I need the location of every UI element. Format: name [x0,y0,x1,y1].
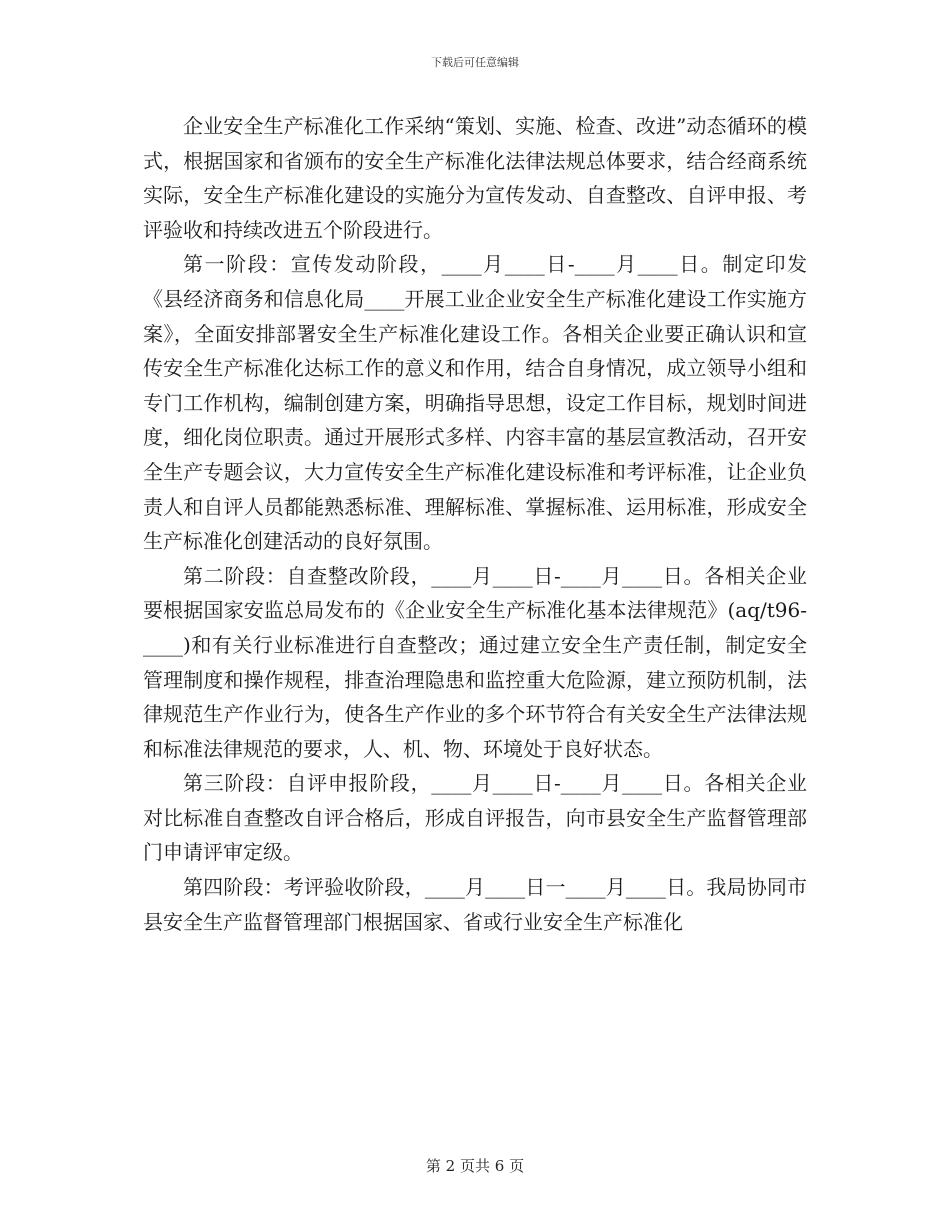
page-header: 下载后可任意编辑 [431,56,519,69]
paragraph-stage-4: 第四阶段：考评验收阶段，____月____日一____月____日。我局协同市县安全生产监督管理部门根据国家、省或行业安全生产标准化 [143,875,807,934]
paragraph-stage-2: 第二阶段：自查整改阶段，____月____日-____月____日。各相关企业要根据国家安监总局发布的《企业安全生产标准化基本法律规范》(aq/t96-____)和有关行业标准进行自查整改；通过建立安全生产责任制，制定安全管理制度和操作规程，排查治理隐患和监控重大危险源，建立预防机制，法律规范生产作业行为，使各生产作业的多个环节符合有关安全生产法律法规和标准法律规范的要求，人、机、物、环境处于良好状态。 [143,563,807,761]
paragraph-stage-3: 第三阶段：自评申报阶段，____月____日-____月____日。各相关企业对比标准自查整改自评合格后，形成自评报告，向市县安全生产监督管理部门申请评审定级。 [143,771,807,865]
paragraph-stage-1: 第一阶段：宣传发动阶段，____月____日-____月____日。制定印发《县经济商务和信息化局____开展工业企业安全生产标准化建设工作实施方案》，全面安排部署安全生产标准化建设工作。各相关企业要正确认识和宣传安全生产标准化达标工作的意义和作用，结合自身情况，成立领导小组和专门工作机构，编制创建方案，明确指导思想，设定工作目标，规划时间进度，细化岗位职责。通过开展形式多样、内容丰富的基层宣教活动，召开安全生产专题会议，大力宣传安全生产标准化建设标准和考评标准，让企业负责人和自评人员都能熟悉标准、理解标准、掌握标准、运用标准，形成安全生产标准化创建活动的良好氛围。 [143,252,807,554]
paragraph-intro: 企业安全生产标准化工作采纳“策划、实施、检查、改进”动态循环的模式，根据国家和省颁布的安全生产标准化法律法规总体要求，结合经商系统实际，安全生产标准化建设的实施分为宣传发动、自查整改、自评申报、考评验收和持续改进五个阶段进行。 [143,114,807,242]
page-number: 第 2 页共 6 页 [425,1157,525,1175]
document-body [143,109,807,939]
